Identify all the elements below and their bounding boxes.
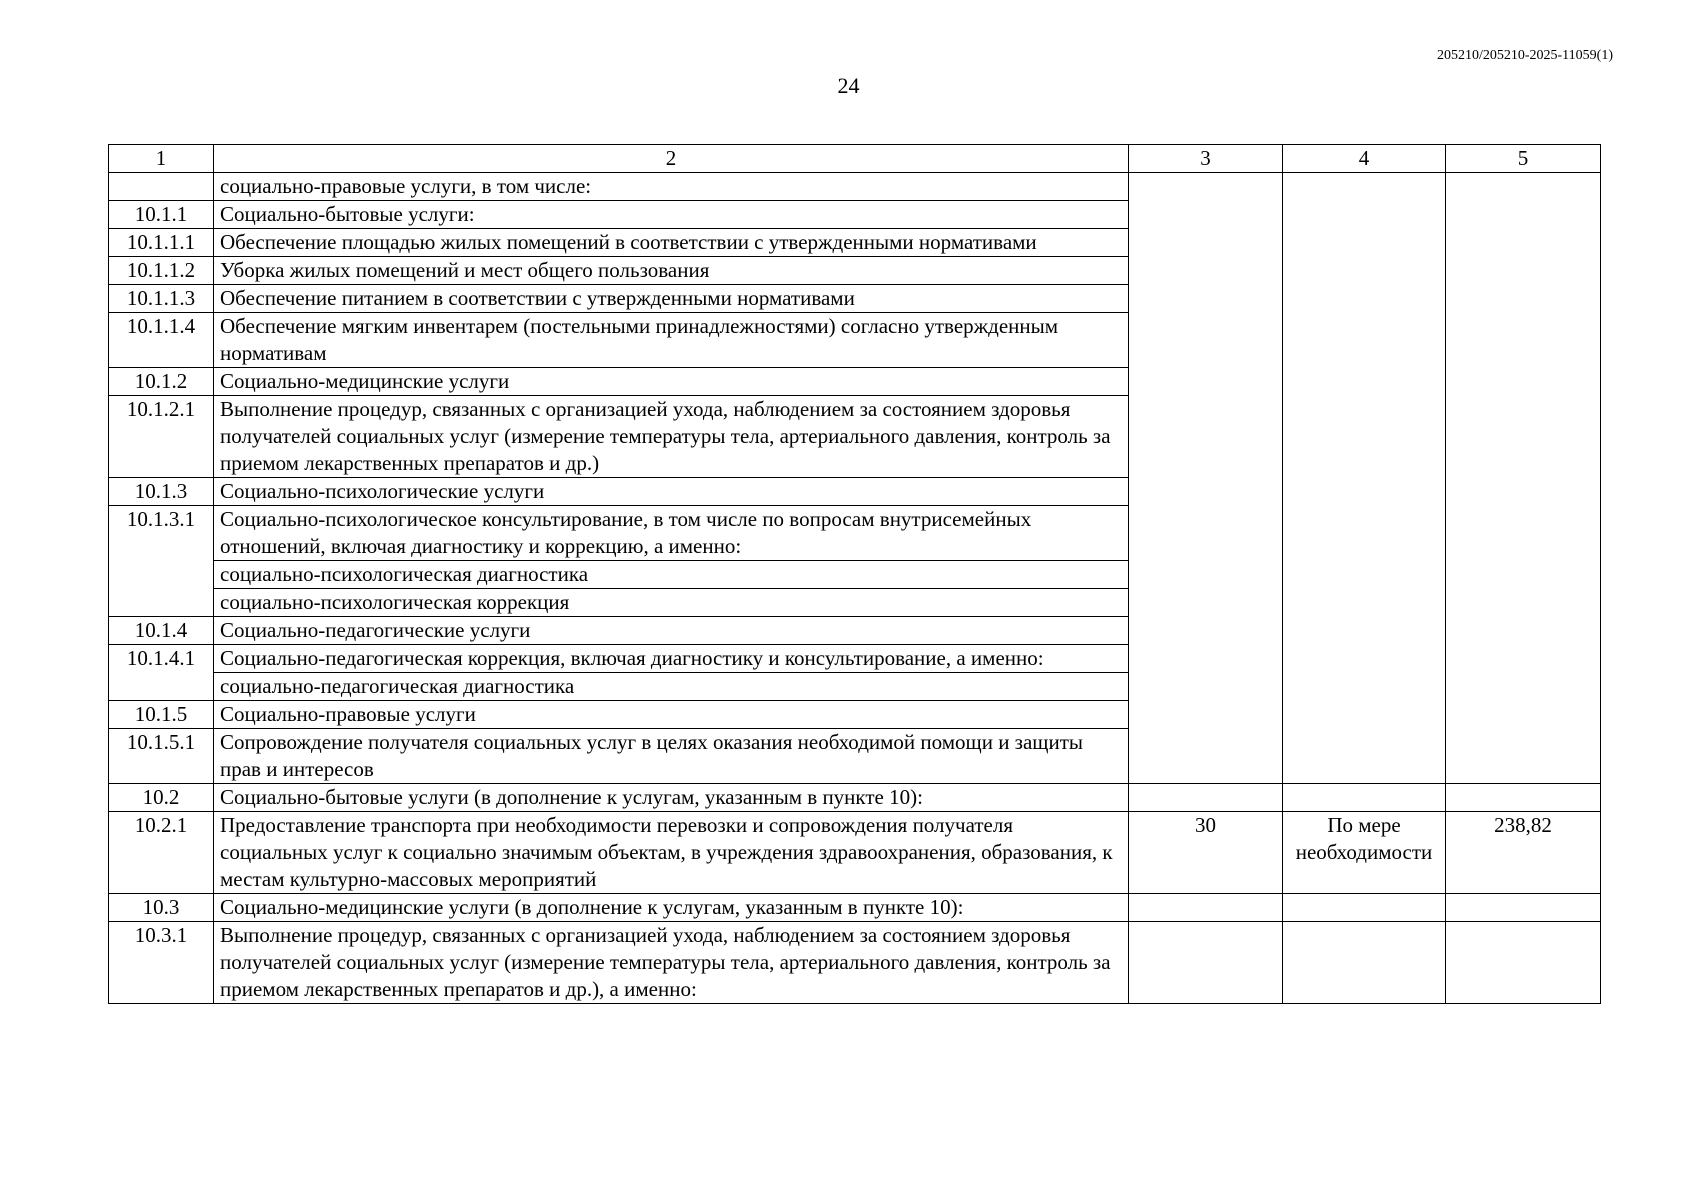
service-name: Социально-бытовые услуги (в дополнение к услугам, указанным в пункте 10):	[214, 784, 1129, 812]
row-number: 10.1.4.1	[109, 645, 214, 701]
service-name: Выполнение процедур, связанных с организацией ухода, наблюдением за состоянием здоровья получателей социальных услуг (измерение температуры тела, артериального давления, контроль за приемом лекарственных препаратов и др.)	[214, 396, 1129, 478]
service-name: Социально-правовые услуги	[214, 701, 1129, 729]
cell-col3	[1129, 784, 1283, 812]
service-name: Социально-бытовые услуги:	[214, 201, 1129, 229]
row-number: 10.1.3.1	[109, 506, 214, 617]
cell-col4	[1283, 784, 1446, 812]
row-number: 10.1.1.3	[109, 285, 214, 313]
table-row	[109, 173, 1601, 201]
row-number: 10.1.2	[109, 368, 214, 396]
row-number: 10.1.5.1	[109, 729, 214, 784]
row-number: 10.1.1.1	[109, 229, 214, 257]
row-number: 10.1.2.1	[109, 396, 214, 478]
row-number: 10.3	[109, 894, 214, 922]
cell-col5	[1446, 922, 1601, 1004]
column-header: 2	[214, 145, 1129, 173]
cell-col3	[1129, 922, 1283, 1004]
merged-cell-col5	[1446, 173, 1601, 784]
service-name: Социально-педагогическая коррекция, включая диагностику и консультирование, а именно:	[214, 645, 1129, 673]
row-number: 10.1.3	[109, 478, 214, 506]
service-name: Социально-медицинские услуги	[214, 368, 1129, 396]
cell-col4	[1283, 894, 1446, 922]
merged-cell-col3	[1129, 173, 1283, 784]
row-number: 10.1.1	[109, 201, 214, 229]
row-number	[109, 173, 214, 201]
cell-col4: По мере необходимости	[1283, 812, 1446, 894]
service-name: Социально-педагогические услуги	[214, 617, 1129, 645]
row-number: 10.1.4	[109, 617, 214, 645]
row-number: 10.1.1.2	[109, 257, 214, 285]
service-name: Социально-психологическое консультирование, в том числе по вопросам внутрисемейных отношений, включая диагностику и коррекцию, а именно:	[214, 506, 1129, 561]
column-header: 3	[1129, 145, 1283, 173]
column-header: 1	[109, 145, 214, 173]
document-reference: 205210/205210-2025-11059(1)	[1436, 48, 1613, 63]
service-name: Обеспечение площадью жилых помещений в соответствии с утвержденными нормативами	[214, 229, 1129, 257]
cell-col5: 238,82	[1446, 812, 1601, 894]
row-number: 10.1.5	[109, 701, 214, 729]
service-name: социально-психологическая диагностика	[214, 561, 1129, 589]
row-number: 10.1.1.4	[109, 313, 214, 368]
row-number: 10.2.1	[109, 812, 214, 894]
service-name: Обеспечение питанием в соответствии с утвержденными нормативами	[214, 285, 1129, 313]
merged-cell-col4	[1283, 173, 1446, 784]
service-name: социально-психологическая коррекция	[214, 589, 1129, 617]
row-number: 10.2	[109, 784, 214, 812]
service-name: Выполнение процедур, связанных с организацией ухода, наблюдением за состоянием здоровья получателей социальных услуг (измерение температуры тела, артериального давления, контроль за приемом лекарственных препаратов и др.), а именно:	[214, 922, 1129, 1004]
service-name: Обеспечение мягким инвентарем (постельными принадлежностями) согласно утвержденным нормативам	[214, 313, 1129, 368]
cell-col5	[1446, 894, 1601, 922]
service-name: социально-правовые услуги, в том числе:	[214, 173, 1129, 201]
table-row	[109, 812, 1601, 894]
header-row	[109, 145, 1601, 173]
service-name: Предоставление транспорта при необходимости перевозки и сопровождения получателя социальных услуг к социально значимым объектам, в учреждения здравоохранения, образования, к местам культурно-массовых мероприятий	[214, 812, 1129, 894]
services-table	[108, 144, 1601, 1004]
table-row	[109, 894, 1601, 922]
cell-col5	[1446, 784, 1601, 812]
service-name: Социально-медицинские услуги (в дополнение к услугам, указанным в пункте 10):	[214, 894, 1129, 922]
cell-col3: 30	[1129, 812, 1283, 894]
page-number: 24	[837, 73, 860, 98]
cell-col4	[1283, 922, 1446, 1004]
table-row	[109, 784, 1601, 812]
table-row	[109, 922, 1601, 1004]
column-header: 5	[1446, 145, 1601, 173]
service-name: Уборка жилых помещений и мест общего пользования	[214, 257, 1129, 285]
row-number: 10.3.1	[109, 922, 214, 1004]
service-name: Сопровождение получателя социальных услуг в целях оказания необходимой помощи и защиты прав и интересов	[214, 729, 1129, 784]
column-header: 4	[1283, 145, 1446, 173]
service-name: социально-педагогическая диагностика	[214, 673, 1129, 701]
service-name: Социально-психологические услуги	[214, 478, 1129, 506]
cell-col3	[1129, 894, 1283, 922]
